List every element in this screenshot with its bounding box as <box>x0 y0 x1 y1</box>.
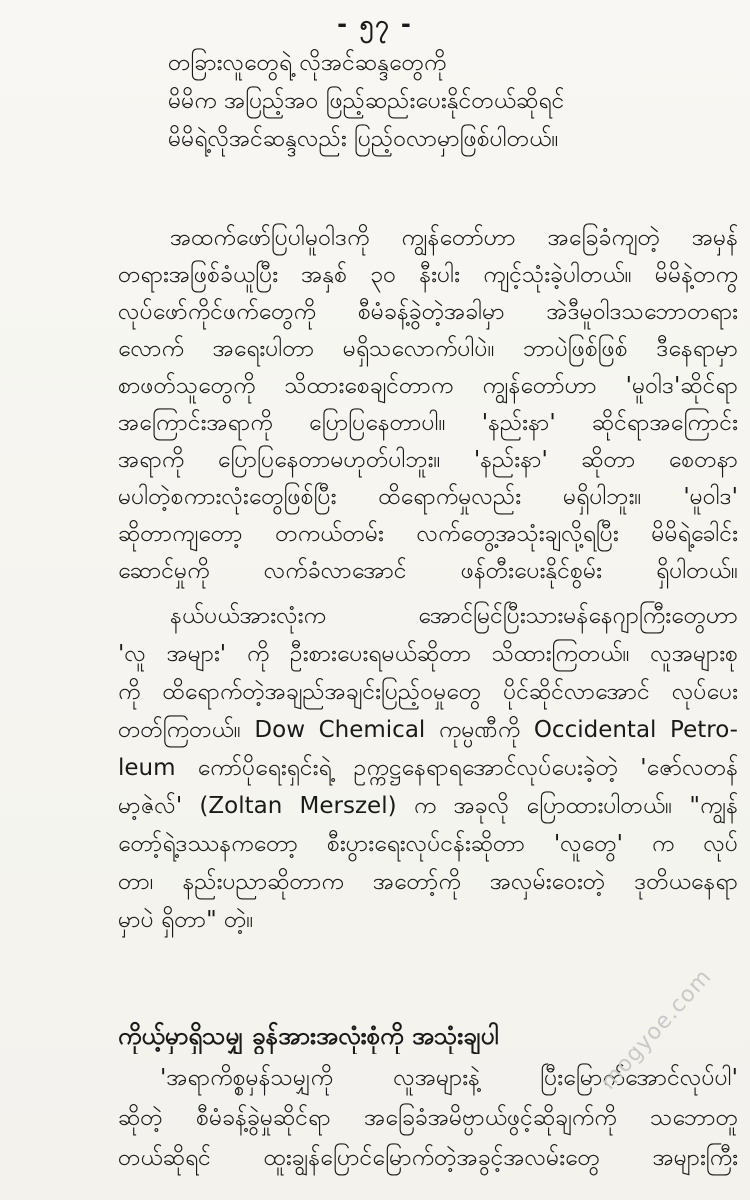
paragraph-line: လောက် အရေးပါတာ မရှိသလောက်ပါပဲ။ ဘာပဲဖြစ်ဖြစ် ဒီနေရာမှာ <box>118 336 738 362</box>
paragraph-line: အထက်ဖော်ပြပါမူဝါဒကို ကျွန်တော်ဟာ အခြေခံကျတဲ့ အမှန် <box>170 225 738 251</box>
paragraph-line: ဆိုတာကျတော့ တကယ်တမ်း လက်တွေ့အသုံးချလို့ရပြီး မိမိရဲ့ခေါင်း <box>118 521 738 547</box>
watermark-text: mogyoe.com <box>596 964 717 1095</box>
paragraph-line: မှာပဲ ရှိတာ" တဲ့။ <box>118 907 254 933</box>
paragraph-line: မာ့ဇဲလ်' (Zoltan Merszel) က အခုလို ပြောထားပါတယ်။ "ကျွန် <box>118 793 738 819</box>
paragraph-line: ကို ထိရောက်တဲ့အချည်အချင်းပြည့်ဝမှုတွေ ပိုင်ဆိုင်လာအောင် လုပ်ပေး <box>118 679 738 705</box>
paragraph-line: တရားအဖြစ်ခံယူပြီး အနှစ် ၃၀ နီးပါး ကျင့်သုံးခဲ့ပါတယ်။ မိမိနဲ့တကွ <box>118 262 738 288</box>
paragraph-line: တတ်ကြတယ်။ Dow Chemical ကုမ္ပဏီကို Occidental Petro- <box>118 717 738 743</box>
section-heading: ကိုယ့်မှာရှိသမျှ ခွန်အားအလုံးစုံကို အသုံးချပါ <box>118 1022 499 1050</box>
quote-line: တခြားလူတွေရဲ့ လိုအင်ဆန္ဒတွေကို <box>168 50 447 76</box>
paragraph-line: အကြောင်းအရာကို ပြောပြနေတာပါ။ 'နည်းနာ' ဆိုင်ရာအကြောင်း <box>118 410 738 436</box>
paragraph-line: တာ၊ နည်းပညာဆိုတာက အတော့်ကို အလှမ်းဝေးတဲ့ ဒုတိယနေရာ <box>118 869 738 895</box>
paragraph-line: ဆောင်မှုကို လက်ခံလာအောင် ဖန်တီးပေးနိုင်စွမ်း ရှိပါတယ်။ <box>118 558 738 584</box>
paragraph-line: လုပ်ဖော်ကိုင်ဖက်တွေကို စီမံခန့်ခွဲတဲ့အခါမှာ အဲဒီမူဝါဒသဘောတရား <box>118 299 738 325</box>
paragraph-line: leum ကော်ပိုရေးရှင်းရဲ့ ဥက္ကဋ္ဌနေရာရအောင်လုပ်ပေးခဲ့တဲ့ 'ဇော်လတန် <box>118 755 738 781</box>
quote-line: မိမိက အပြည့်အဝ ဖြည့်ဆည်းပေးနိုင်တယ်ဆိုရင် <box>168 88 565 114</box>
paragraph-line: စာဖတ်သူတွေကို သိထားစေချင်တာက ကျွန်တော်ဟာ 'မူဝါဒ'ဆိုင်ရာ <box>118 373 738 399</box>
page-number: - ၅၇ - <box>337 10 413 38</box>
paragraph-line: တော့်ရဲ့ဒဿနကတော့ စီးပွားရေးလုပ်ငန်းဆိုတာ 'လူတွေ' က လုပ် <box>118 831 738 857</box>
paragraph-line: မပါတဲ့စကားလုံးတွေဖြစ်ပြီး ထိရောက်မှုလည်း မရှိပါဘူး။ 'မူဝါဒ' <box>118 484 738 510</box>
paragraph-line: 'အရာကိစ္စမှန်သမျှကို လူအများနဲ့ ပြီးမြောက်အောင်လုပ်ပါ' <box>160 1065 738 1091</box>
quote-line: မိမိရဲ့လိုအင်ဆန္ဒလည်း ပြည့်ဝလာမှာဖြစ်ပါတယ်။ <box>168 126 559 152</box>
paragraph-line: 'လူ အများ' ကို ဦးစားပေးရမယ်ဆိုတာ သိထားကြတယ်။ လူအများစု <box>118 641 738 667</box>
paragraph-line: နယ်ပယ်အားလုံးက အောင်မြင်ပြီးသားမန်နေဂျာကြီးတွေဟာ <box>170 603 738 629</box>
paragraph-line: တယ်ဆိုရင် ထူးချွန်ပြောင်မြောက်တဲ့အခွင့်အလမ်းတွေ အများကြီး <box>118 1145 738 1171</box>
paragraph-line: ဆိုတဲ့ စီမံခန့်ခွဲမှုဆိုင်ရာ အခြေခံအမိဗ္ပာယ်ဖွင့်ဆိုချက်ကို သဘောတူ <box>118 1105 738 1131</box>
paragraph-line: အရာကို ပြောပြနေတာမဟုတ်ပါဘူး။ 'နည်းနာ' ဆိုတာ စေတနာ <box>118 447 738 473</box>
